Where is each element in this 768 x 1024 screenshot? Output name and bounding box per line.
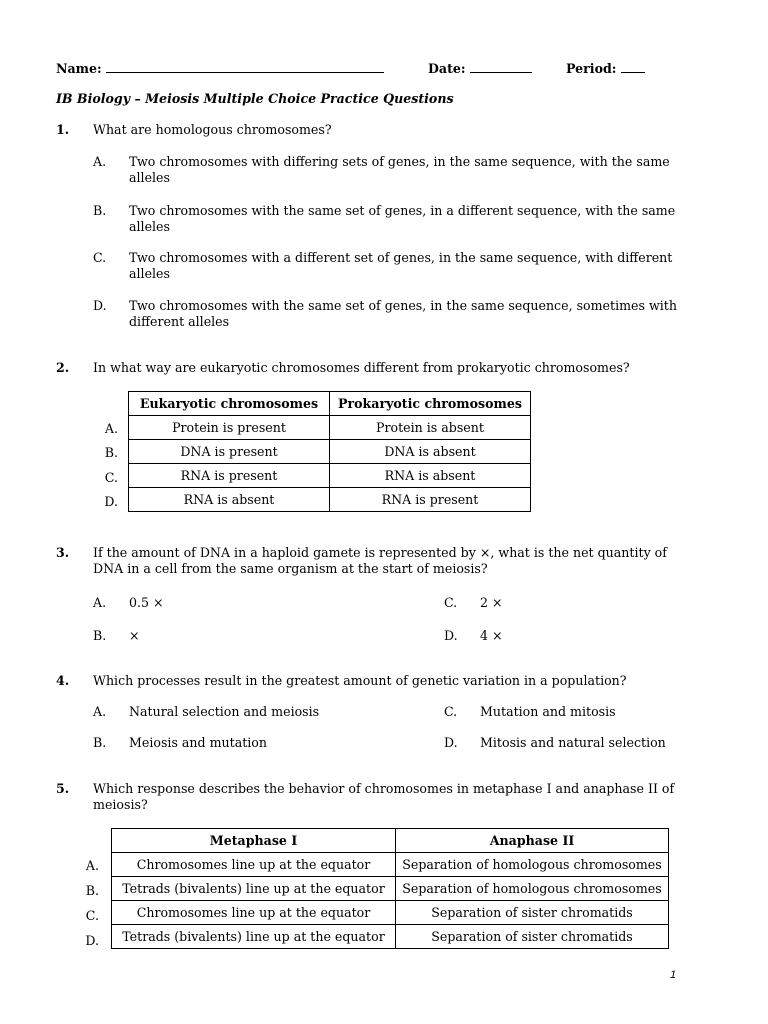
option-letter: B. (93, 628, 107, 643)
period-blank[interactable] (621, 60, 645, 73)
row-letter: B. (85, 883, 99, 898)
table-cell: Chromosomes line up at the equator (112, 901, 396, 925)
table-cell: Protein is absent (330, 416, 531, 440)
date-label: Date: (428, 61, 466, 76)
option-letter: B. (93, 203, 107, 218)
question-number: 1. (56, 122, 70, 137)
row-letter: B. (104, 445, 118, 460)
option-text: Mitosis and natural selection (480, 735, 666, 750)
option-text: 0.5 × (129, 595, 164, 610)
option-letter: B. (93, 735, 107, 750)
table-cell: Separation of sister chromatids (396, 925, 669, 949)
table-row (112, 877, 669, 901)
question-text: Which processes result in the greatest amount of genetic variation in a population? (93, 673, 627, 688)
option-text: alleles (129, 170, 170, 185)
period-label: Period: (566, 61, 617, 76)
option-text: 2 × (480, 595, 503, 610)
question-text: If the amount of DNA in a haploid gamete is represented by ×, what is the net quantity of (93, 545, 667, 560)
question-number: 5. (56, 781, 70, 796)
name-blank[interactable] (106, 60, 384, 73)
option-text: Mutation and mitosis (480, 704, 616, 719)
table-header: Metaphase I (112, 829, 396, 853)
table-cell: Separation of homologous chromosomes (396, 853, 669, 877)
option-text: Two chromosomes with a different set of genes, in the same sequence, with different (129, 250, 673, 265)
option-text: Two chromosomes with the same set of genes, in the same sequence, sometimes with (129, 298, 677, 313)
table-row (112, 853, 669, 877)
table-cell: DNA is present (129, 440, 330, 464)
row-letter: D. (85, 933, 99, 948)
row-letter: A. (104, 421, 118, 436)
row-letter: A. (85, 858, 99, 873)
row-letter: D. (104, 494, 118, 509)
question-text: Which response describes the behavior of chromosomes in metaphase I and anaphase II of (93, 781, 675, 796)
table-cell: Tetrads (bivalents) line up at the equator (112, 925, 396, 949)
row-letter: C. (104, 470, 118, 485)
option-text: 4 × (480, 628, 503, 643)
question-text: In what way are eukaryotic chromosomes different from prokaryotic chromosomes? (93, 360, 630, 375)
option-text: × (129, 628, 140, 643)
option-letter: C. (444, 595, 458, 610)
option-letter: D. (444, 628, 458, 643)
table-cell: Separation of sister chromatids (396, 901, 669, 925)
table-row (112, 901, 669, 925)
comparison-table (128, 391, 531, 512)
name-label: Name: (56, 61, 102, 76)
option-letter: D. (93, 298, 107, 313)
option-text: Natural selection and meiosis (129, 704, 320, 719)
table-header: Eukaryotic chromosomes (129, 392, 330, 416)
table-header: Anaphase II (396, 829, 669, 853)
table-row (129, 440, 531, 464)
row-letter: C. (85, 908, 99, 923)
table-cell: Separation of homologous chromosomes (396, 877, 669, 901)
table-row (129, 464, 531, 488)
question-text: meiosis? (93, 797, 148, 812)
meiosis-table (111, 828, 669, 949)
table-cell: RNA is present (129, 464, 330, 488)
option-text: alleles (129, 219, 170, 234)
page-title: IB Biology – Meiosis Multiple Choice Practice Questions (56, 91, 454, 106)
option-letter: C. (93, 250, 107, 265)
table-cell: Protein is present (129, 416, 330, 440)
option-text: different alleles (129, 314, 230, 329)
option-text: Two chromosomes with differing sets of genes, in the same sequence, with the same (129, 154, 670, 169)
question-number: 3. (56, 545, 70, 560)
date-blank[interactable] (470, 60, 532, 73)
option-letter: A. (93, 154, 107, 169)
table-row (112, 925, 669, 949)
option-letter: A. (93, 595, 107, 610)
table-header: Prokaryotic chromosomes (330, 392, 531, 416)
table-row (129, 488, 531, 512)
page-number: 1 (670, 969, 677, 981)
option-text: Meiosis and mutation (129, 735, 268, 750)
option-letter: D. (444, 735, 458, 750)
table-cell: RNA is present (330, 488, 531, 512)
table-cell: RNA is absent (129, 488, 330, 512)
question-text: DNA in a cell from the same organism at the start of meiosis? (93, 561, 488, 576)
table-cell: DNA is absent (330, 440, 531, 464)
name-field (56, 60, 384, 77)
table-cell: RNA is absent (330, 464, 531, 488)
option-text: alleles (129, 266, 170, 281)
question-text: What are homologous chromosomes? (93, 122, 332, 137)
question-number: 4. (56, 673, 70, 688)
option-text: Two chromosomes with the same set of genes, in a different sequence, with the same (129, 203, 676, 218)
table-cell: Chromosomes line up at the equator (112, 853, 396, 877)
period-field (566, 60, 645, 77)
option-letter: A. (93, 704, 107, 719)
table-cell: Tetrads (bivalents) line up at the equator (112, 877, 396, 901)
option-letter: C. (444, 704, 458, 719)
question-number: 2. (56, 360, 70, 375)
date-field (428, 60, 532, 77)
table-row (129, 416, 531, 440)
